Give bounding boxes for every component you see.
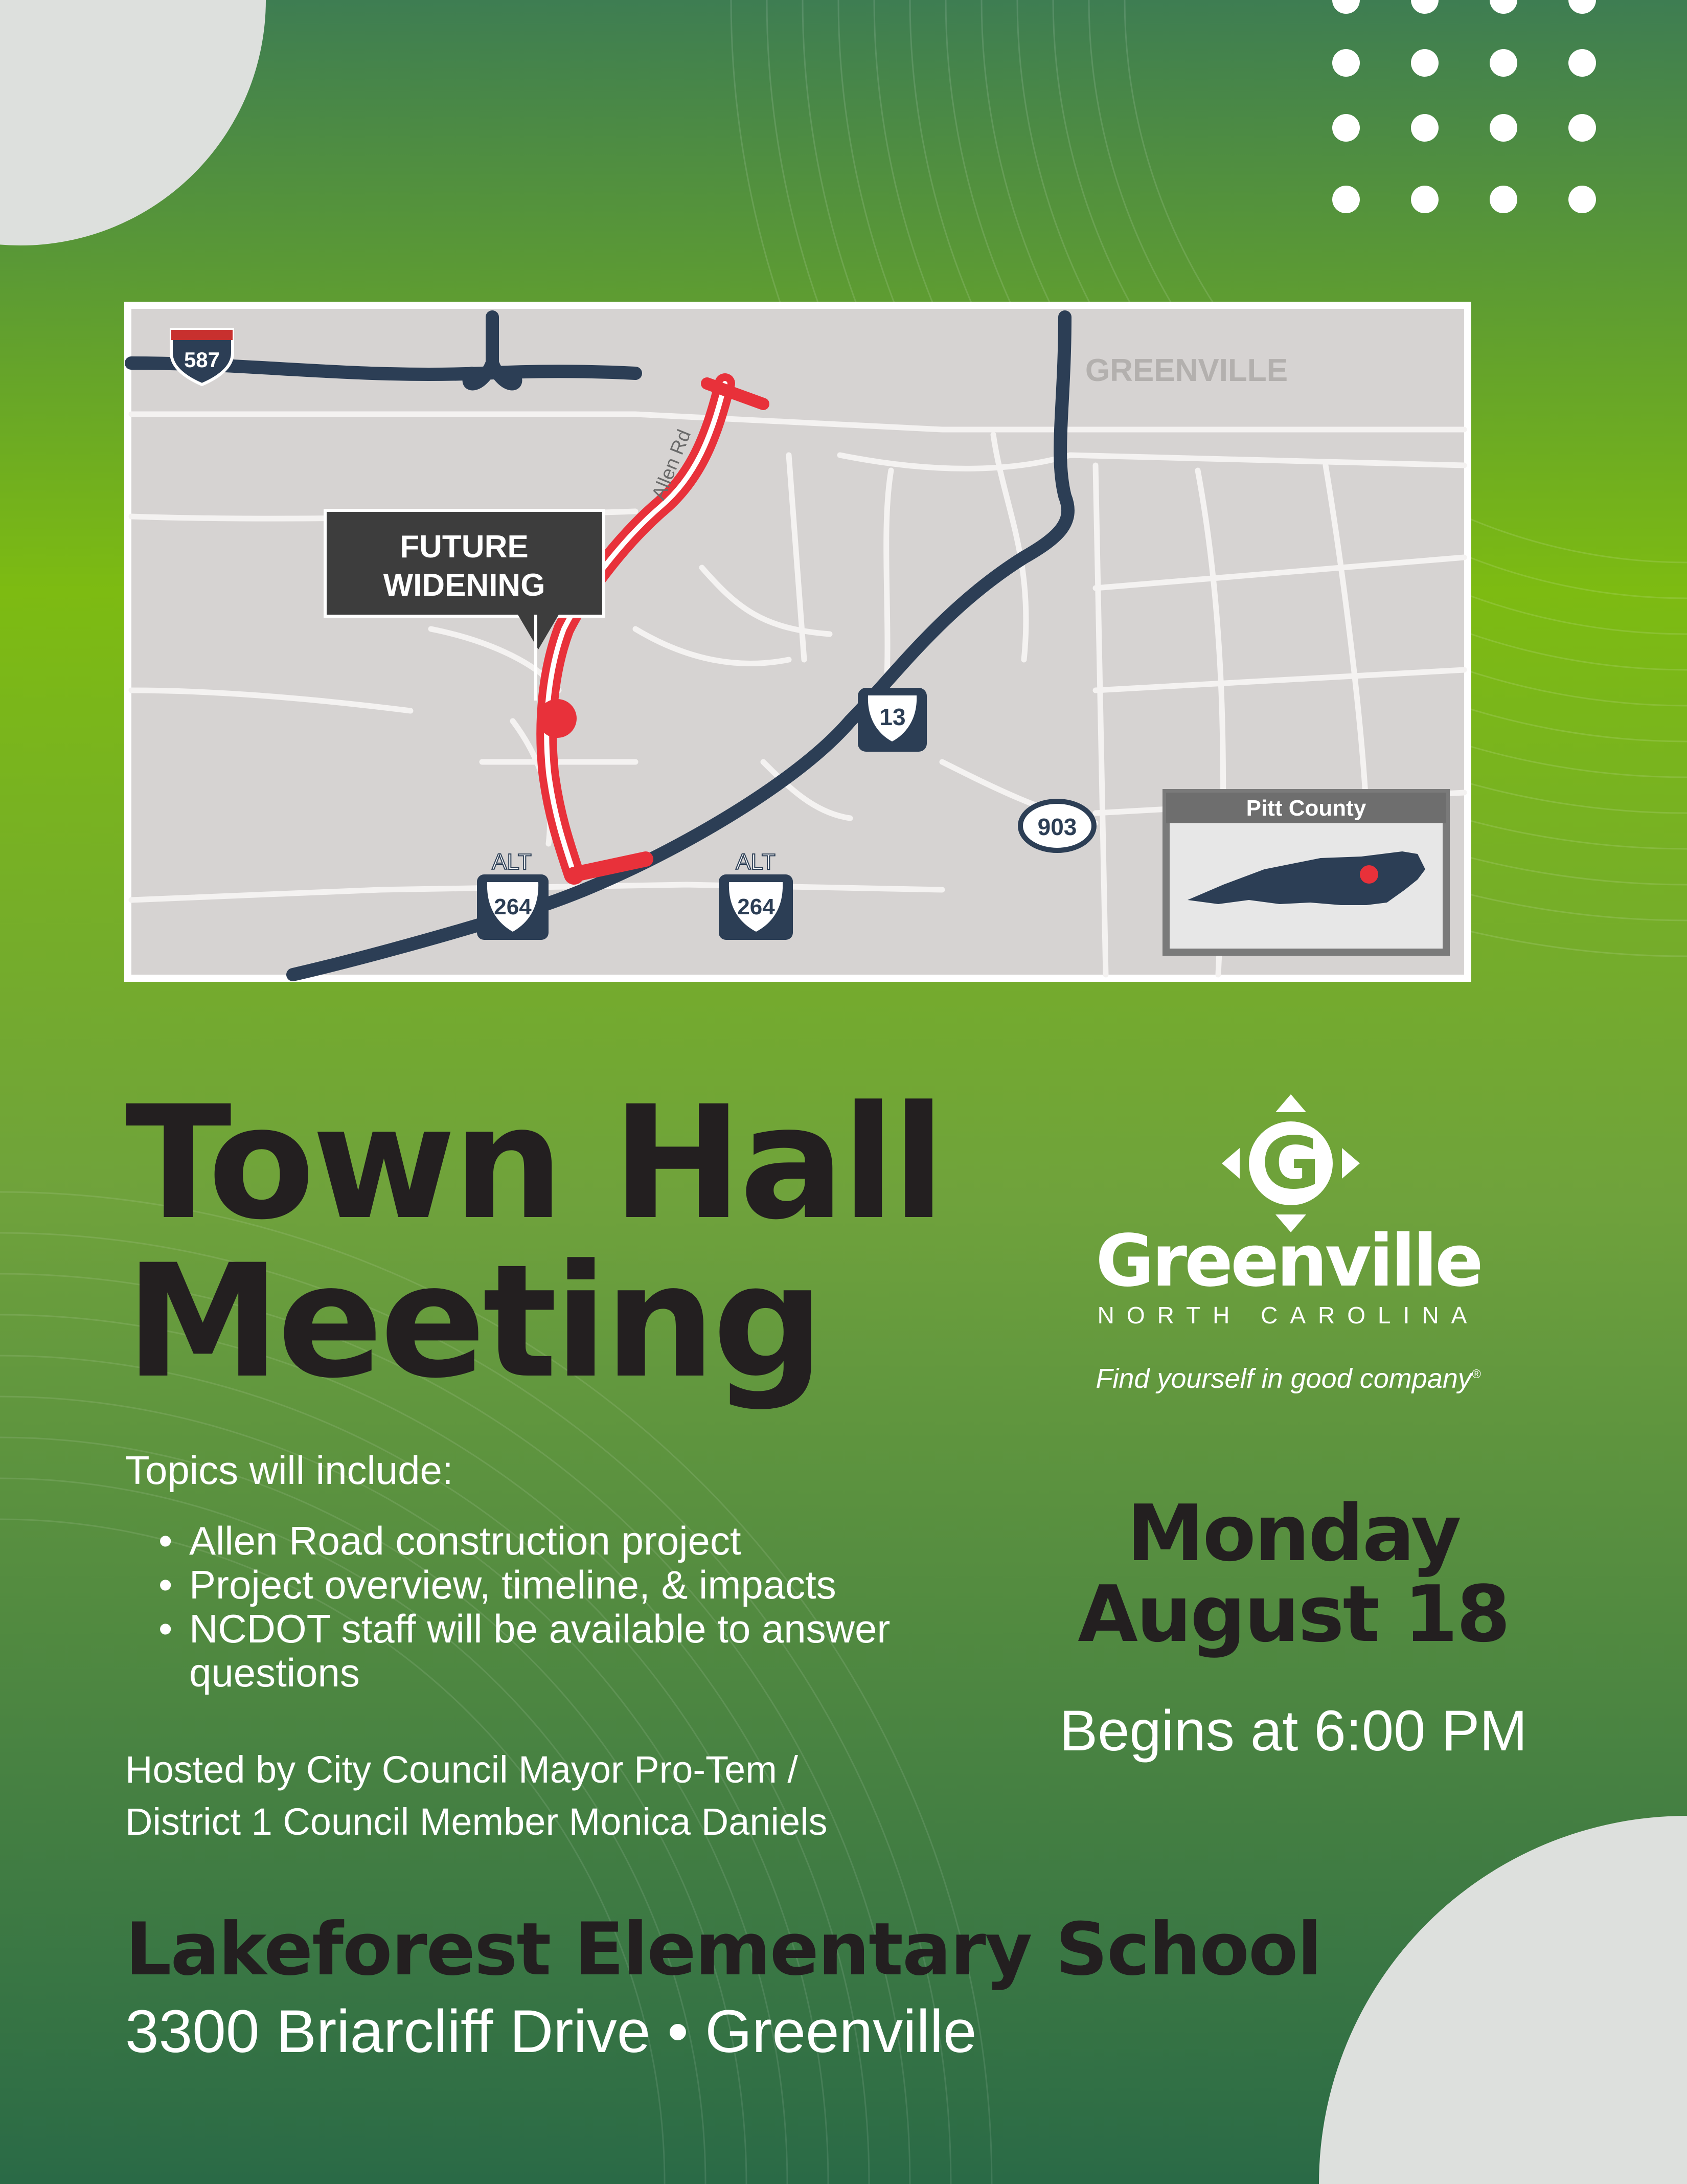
svg-text:903: 903	[1037, 814, 1077, 840]
topics-list	[153, 1519, 920, 1695]
host-line-1: Hosted by City Council Mayor Pro-Tem /	[125, 1748, 798, 1791]
host-line-2: District 1 Council Member Monica Daniels	[125, 1800, 828, 1843]
venue-name: Lakeforest Elementary School	[125, 1907, 1321, 1992]
event-title	[125, 1072, 994, 1412]
host-info	[125, 1744, 994, 1848]
svg-text:ALT: ALT	[736, 849, 776, 874]
pitt-county-inset	[1166, 793, 1446, 952]
topics-heading: Topics will include:	[125, 1448, 453, 1493]
inset-title: Pitt County	[1246, 796, 1366, 821]
svg-text:264: 264	[737, 894, 775, 919]
nc-903-shield	[1020, 801, 1094, 850]
svg-text:587: 587	[184, 348, 220, 372]
svg-text:264: 264	[494, 894, 532, 919]
greenville-compass-g-icon	[1219, 1092, 1362, 1235]
callout-line-1: FUTURE	[400, 529, 529, 565]
us-13-shield	[858, 688, 927, 752]
topic-item: • NCDOT staff will be available to answer questions	[153, 1607, 920, 1695]
svg-text:13: 13	[879, 704, 906, 730]
logo-tagline	[1038, 1363, 1539, 1394]
event-date	[997, 1488, 1590, 1659]
project-map	[124, 302, 1471, 982]
topic-item: • Project overview, timeline, & impacts	[153, 1563, 920, 1607]
logo-state-name: NORTH CAROLINA	[1097, 1302, 1479, 1329]
event-month-day: August 18	[1078, 1569, 1509, 1659]
logo-city-name: Greenville	[1096, 1220, 1481, 1303]
registered-mark: ®	[1471, 1367, 1481, 1381]
svg-text:G: G	[1261, 1122, 1320, 1205]
event-time: Begins at 6:00 PM	[1059, 1699, 1528, 1763]
event-day: Monday	[1127, 1488, 1460, 1579]
callout-line-2: WIDENING	[383, 568, 545, 603]
venue-address: 3300 Briarcliff Drive • Greenville	[125, 1998, 977, 2065]
logo-tagline-text: Find yourself in good company	[1096, 1363, 1472, 1394]
city-label: GREENVILLE	[1085, 353, 1288, 388]
allen-road-label: Allen Rd	[648, 426, 696, 503]
widening-location-marker	[538, 699, 577, 738]
event-title-line-1: Town Hall	[125, 1072, 943, 1254]
topic-item: • Allen Road construction project	[153, 1519, 920, 1563]
event-title-line-2: Meeting	[125, 1231, 822, 1412]
svg-text:ALT: ALT	[492, 849, 532, 874]
